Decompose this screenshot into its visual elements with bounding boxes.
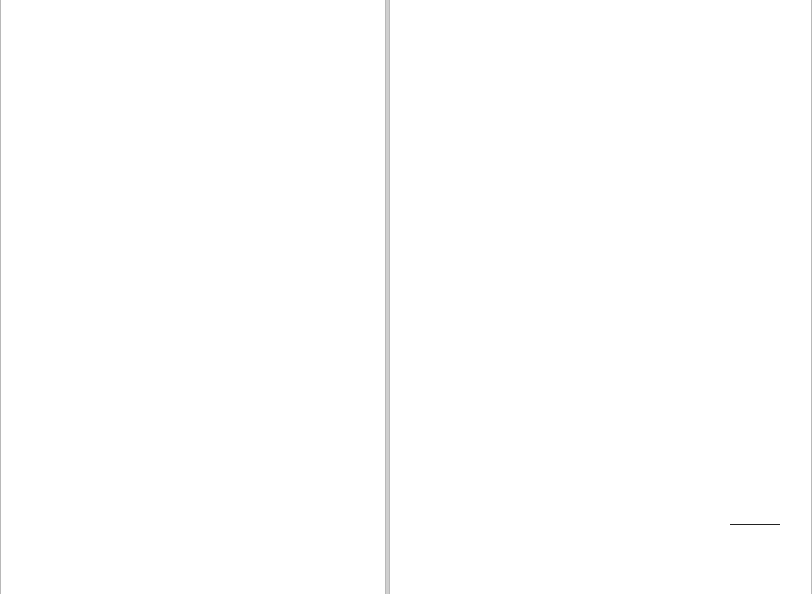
right-page: [389, 0, 812, 594]
left-page: [0, 0, 386, 594]
footnote-separator: [730, 524, 780, 525]
